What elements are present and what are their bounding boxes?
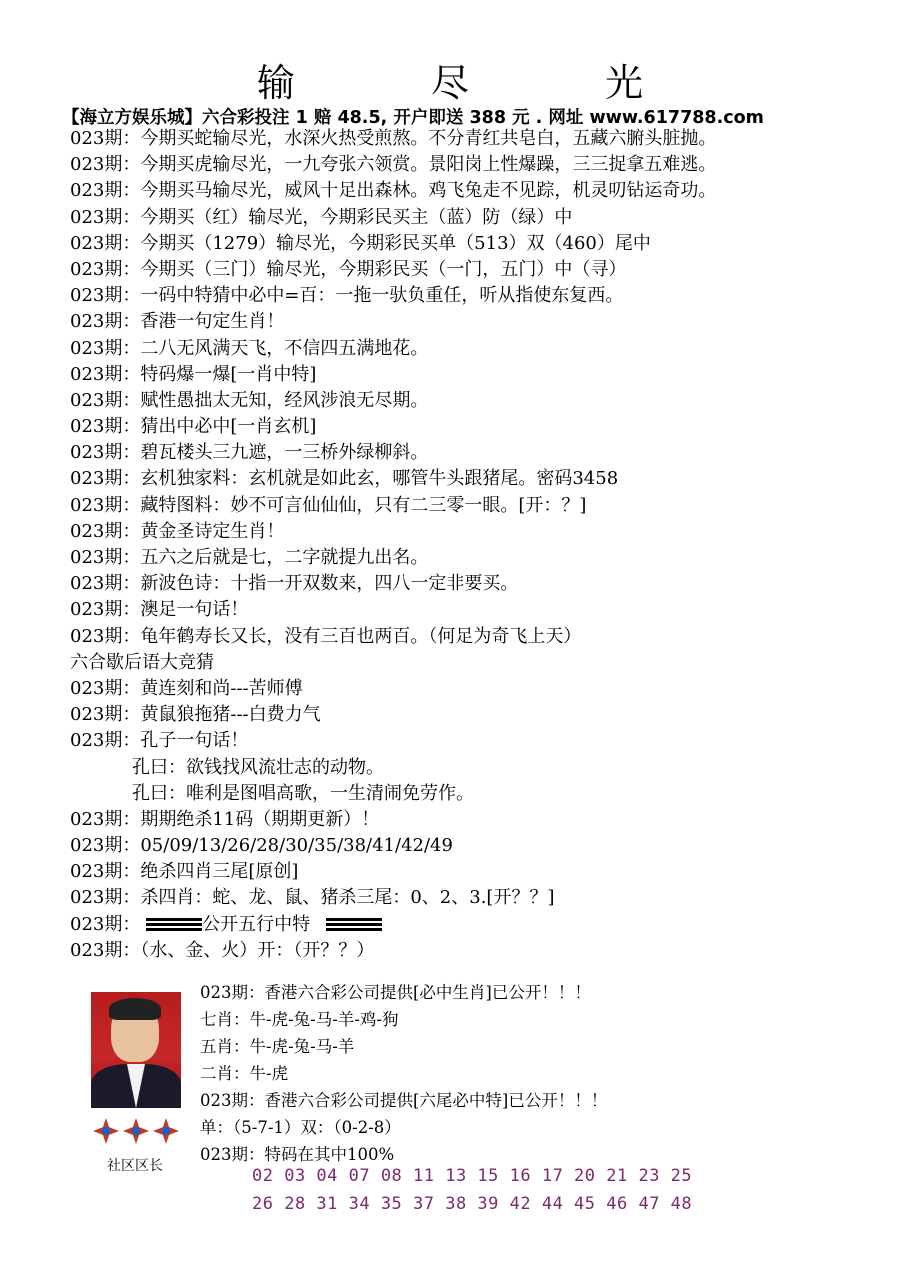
list-item: 023期：猜出中必中[一肖玄机] xyxy=(70,416,317,438)
wuxing-text: 公开五行中特 xyxy=(202,913,311,935)
list-item: 023期：绝杀四肖三尾[原创] xyxy=(70,861,299,883)
info-line: 023期：特码在其中100% xyxy=(200,1145,395,1164)
list-item: 023期：期期绝杀11码（期期更新）！ xyxy=(70,808,380,830)
list-item: 023期：藏特图料：妙不可言仙仙仙，只有二三零一眼。[开：？] xyxy=(70,494,587,516)
list-item: 023期：黄金圣诗定生肖！ xyxy=(70,520,285,542)
list-item: 023期：一码中特猜中必中=百：一拖一驮负重任，听从指使东复西。 xyxy=(70,285,624,307)
medal-icon xyxy=(93,1118,119,1144)
list-item: 023期：新波色诗：十指一开双数来，四八一定非要买。 xyxy=(70,573,519,595)
photo-caption: 社区区长 xyxy=(107,1158,163,1174)
page-title: 输 尽 光 xyxy=(256,61,706,105)
number-row: 02 03 04 07 08 11 13 15 16 17 20 21 23 25 xyxy=(252,1166,693,1186)
list-item: 023期：碧瓦楼头三九遮，一三桥外绿柳斜。 xyxy=(70,442,429,464)
list-item: 023期：赋性愚拙太无知，经风涉浪无尽期。 xyxy=(70,389,429,411)
list-item: 023期：特码爆一爆[一肖中特] xyxy=(70,363,317,385)
list-item: 023期：今期买（红）输尽光，今期彩民买主（蓝）防（绿）中 xyxy=(70,206,573,228)
medal-icon xyxy=(153,1118,179,1144)
info-line: 五肖：牛-虎-兔-马-羊 xyxy=(200,1037,355,1056)
list-item: 023期：今期买（三门）输尽光，今期彩民买（一门，五门）中（寻） xyxy=(70,258,627,280)
section-heading: 六合歇后语大竞猜 xyxy=(70,651,214,673)
list-item: 023期：今期买虎输尽光，一九夸张六领赏。景阳岗上性爆躁，三三捉拿五难逃。 xyxy=(70,154,717,176)
info-line: 七肖：牛-虎-兔-马-羊-鸡-狗 xyxy=(200,1010,399,1029)
list-item: 023期：玄机独家料：玄机就是如此玄，哪管牛头跟猪尾。密码3458 xyxy=(70,468,619,490)
quote-line: 孔曰：唯利是图唱高歌，一生清闹免劳作。 xyxy=(132,782,474,804)
list-item: 023期：香港一句定生肖！ xyxy=(70,311,285,333)
list-item: 023期：黄鼠狼拖猪---白费力气 xyxy=(70,704,321,726)
medal-icons xyxy=(91,1114,181,1154)
list-item: 023期：今期买（1279）输尽光，今期彩民买单（513）双（460）尾中 xyxy=(70,232,651,254)
list-item: 023期：孔子一句话！ xyxy=(70,730,249,752)
list-item: 023期：五六之后就是七，二字就提九出名。 xyxy=(70,547,429,568)
list-item: 023期：澳足一句话！ xyxy=(70,599,249,621)
portrait-photo xyxy=(91,992,181,1108)
list-item: 023期：今期买马输尽光，威风十足出森林。鸡飞兔走不见踪，机灵叨钻运奇功。 xyxy=(70,180,717,202)
info-line: 单：（5-7-1）双：（0-2-8） xyxy=(200,1118,401,1137)
list-item: 023期：今期买蛇输尽光，水深火热受煎熬。不分青红共皂白，五藏六腑头脏抛。 xyxy=(70,128,717,149)
list-item: 023期：杀四肖：蛇、龙、鼠、猪杀三尾：0、2、3.[开？？] xyxy=(70,887,555,909)
triple-bar-icon xyxy=(326,918,382,931)
quote-line: 孔曰：欲钱找风流壮志的动物。 xyxy=(132,756,384,778)
zodiac-info xyxy=(200,979,880,1168)
info-line: 023期：香港六合彩公司提供[必中生肖]已公开！！！ xyxy=(200,983,591,1002)
list-item: 023期：（水、金、火）开：（开？？） xyxy=(70,939,375,961)
number-row: 26 28 31 34 35 37 38 39 42 44 45 46 47 48 xyxy=(252,1194,693,1214)
list-item: 023期：05/09/13/26/28/30/35/38/41/42/49 xyxy=(70,835,453,857)
info-line: 023期：香港六合彩公司提供[六尾必中特]已公开！！！ xyxy=(200,1091,608,1110)
wuxing-line xyxy=(70,912,870,938)
triple-bar-icon xyxy=(146,918,202,931)
list-item: 023期：二八无风满天飞，不信四五满地花。 xyxy=(70,337,429,359)
wuxing-prefix: 023期： xyxy=(70,913,141,935)
ad-banner: 【海立方娱乐城】六合彩投注 1 赔 48.5, 开户即送 388 元 . 网址 www.617788.com xyxy=(62,108,764,128)
list-item: 023期：龟年鹤寿长又长，没有三百也两百。（何足为奇飞上天） xyxy=(70,625,582,647)
list-item: 023期：黄连刻和尚---苦师傅 xyxy=(70,677,303,699)
prediction-list xyxy=(70,126,870,964)
info-line: 二肖：牛-虎 xyxy=(200,1064,289,1083)
medal-icon xyxy=(123,1118,149,1144)
